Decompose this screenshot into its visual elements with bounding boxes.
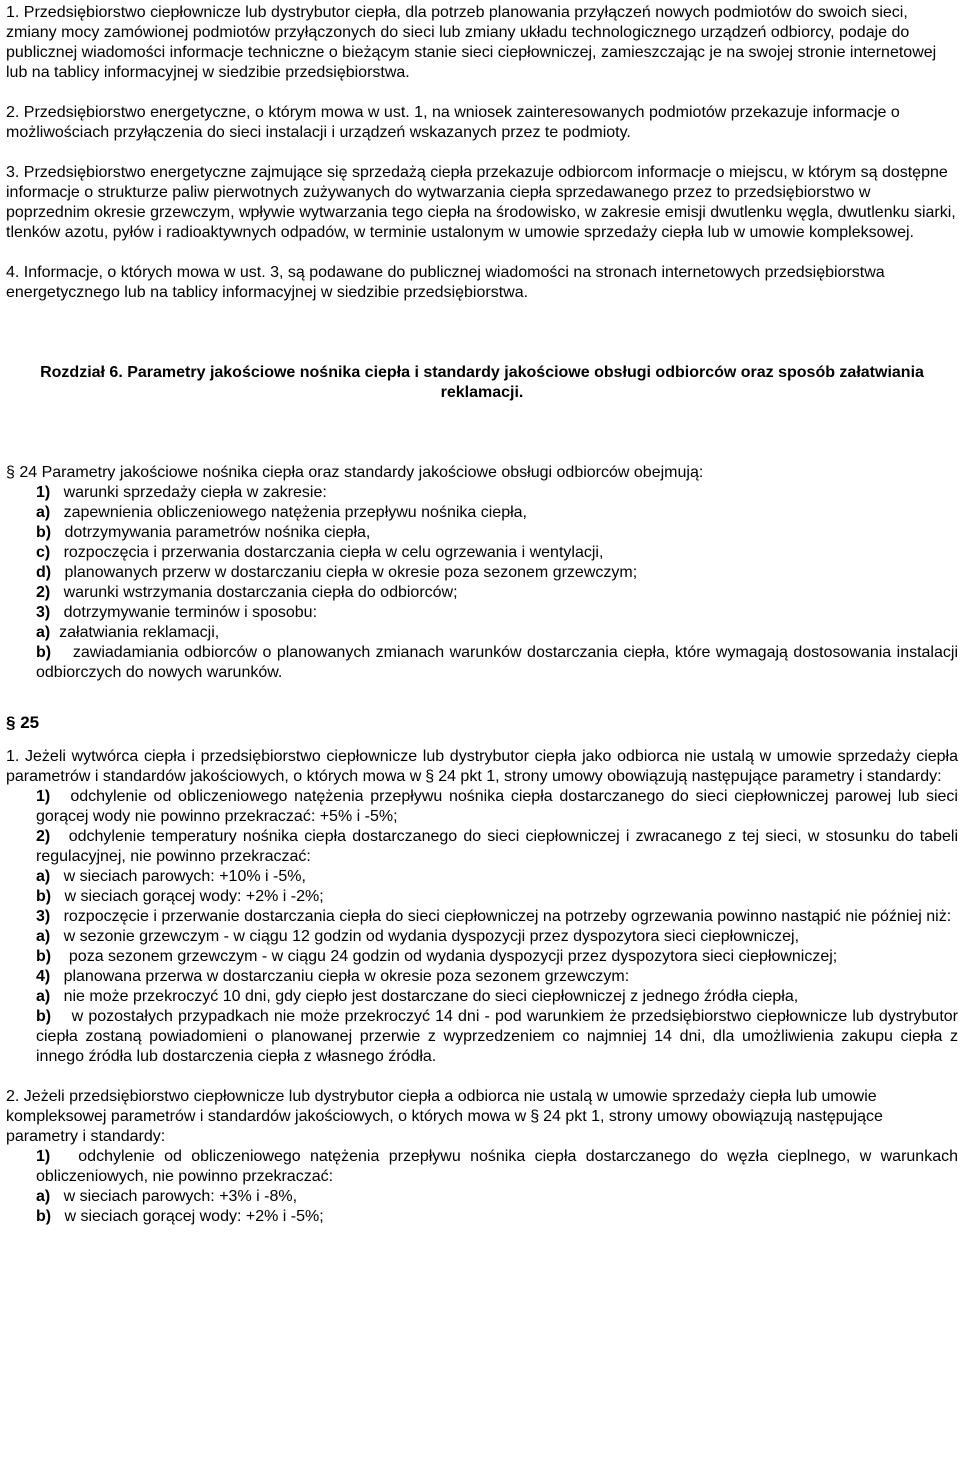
section-24 xyxy=(6,463,958,683)
section-24-intro xyxy=(6,463,958,483)
list-item: 3) rozpoczęcie i przerwanie dostarczania ciepła do sieci ciepłowniczej na potrzeby ogrzewania powinno nastąpić nie później niż: xyxy=(36,908,952,925)
paragraph-3: 3. Przedsiębiorstwo energetyczne zajmujące się sprzedażą ciepła przekazuje odbiorcom informacje o miejscu, w którym są dostępne informacje o strukturze paliw pierwotnych zużywanych do wytwarzania ciepła sprzedawanego przez to przedsiębiorstwo w poprzednim okresie grzewczym, wpływie wytwarzania tego ciepła na środowisko, w zakresie emisji dwutlenku węgla, dwutlenku siarki, tlenków azotu, pyłów i radioaktywnych odpadów, w terminie ustalonym w umowie sprzedaży ciepła lub w umowie kompleksowej. xyxy=(6,164,956,241)
section-25-paragraph-1 xyxy=(6,747,958,1067)
section-25-heading xyxy=(6,713,958,733)
section-number: 25 xyxy=(20,713,40,732)
list-item: a) nie może przekroczyć 10 dni, gdy ciepło jest dostarczane do sieci ciepłowniczej z jednego źródła ciepła, xyxy=(36,988,799,1005)
list-item: a) zapewnienia obliczeniowego natężenia przepływu nośnika ciepła, xyxy=(36,504,527,521)
section-symbol: § xyxy=(6,464,15,481)
list-item: b) w sieciach gorącej wody: +2% i -2%; xyxy=(36,888,324,905)
list-item: b) dotrzymywania parametrów nośnika ciepła, xyxy=(36,524,371,541)
list-item: b) w sieciach gorącej wody: +2% i -5%; xyxy=(36,1208,324,1225)
list-item: 1) odchylenie od obliczeniowego natężenia przepływu nośnika ciepła dostarczanego do węzła cieplnego, w warunkach obliczeniowych, nie powinno przekraczać: xyxy=(36,1148,958,1185)
section-25-p2-intro: 2. Jeżeli przedsiębiorstwo ciepłownicze lub dystrybutor ciepła a odbiorca nie ustalą w umowie sprzedaży ciepła lub umowie kompleksowej parametrów i standardów jakościowych, o których mowa w § 24 pkt 1, strony umowy obowiązują następujące parametry i standardy: xyxy=(6,1088,883,1145)
list-item: 2) odchylenie temperatury nośnika ciepła dostarczanego do sieci ciepłowniczej i zwracanego z tej sieci, w stosunku do tabeli regulacyjnej, nie powinno przekraczać: xyxy=(36,828,959,865)
list-item: a) załatwiania reklamacji, xyxy=(36,624,220,641)
list-item: b) w pozostałych przypadkach nie może przekroczyć 14 dni - pod warunkiem że przedsiębiorstwo ciepłownicze lub dystrybutor ciepła zostaną powiadomieni o planowanej przerwie z wyprzedzeniem co najmniej 14 dni, dla umożliwienia zakupu ciepła z innego źródła lub dostarczenia ciepła z własnego źródła. xyxy=(36,1008,959,1065)
list-item: d) planowanych przerw w dostarczaniu ciepła w okresie poza sezonem grzewczym; xyxy=(36,564,638,581)
list-item: a) w sieciach parowych: +10% i -5%, xyxy=(36,868,306,885)
list-item: b) poza sezonem grzewczym - w ciągu 24 godzin od wydania dyspozycji przez dyspozytora sieci ciepłowniczej; xyxy=(36,948,838,965)
list-item: a) w sezonie grzewczym - w ciągu 12 godzin od wydania dyspozycji przez dyspozytora sieci ciepłowniczej, xyxy=(36,928,800,945)
chapter-heading: Rozdział 6. Parametry jakościowe nośnika ciepła i standardy jakościowe obsługi odbiorców oraz sposób załatwiania reklamacji. xyxy=(40,364,924,401)
section-24-intro-text: Parametry jakościowe nośnika ciepła oraz standardy jakościowe obsługi odbiorców obejmują: xyxy=(41,464,704,481)
section-25-p1-intro: 1. Jeżeli wytwórca ciepła i przedsiębiorstwo ciepłownicze lub dystrybutor ciepła jako odbiorca nie ustalą w umowie sprzedaży ciepła parametrów i standardów jakościowych, o których mowa w § 24 pkt 1, strony umowy obowiązują następujące parametry i standardy: xyxy=(6,748,958,785)
list-item: 1) odchylenie od obliczeniowego natężenia przepływu nośnika ciepła dostarczanego do sieci ciepłowniczej parowej lub sieci gorącej wody nie powinno przekraczać: +5% i -5%; xyxy=(36,788,958,825)
paragraph-2: 2. Przedsiębiorstwo energetyczne, o którym mowa w ust. 1, na wniosek zainteresowanych podmiotów przekazuje informacje o możliwościach przyłączenia do sieci instalacji i urządzeń wskazanych przez te podmioty. xyxy=(6,104,900,141)
section-25-paragraph-2 xyxy=(6,1087,958,1227)
list-item: a) w sieciach parowych: +3% i -8%, xyxy=(36,1188,298,1205)
paragraph-1: 1. Przedsiębiorstwo ciepłownicze lub dystrybutor ciepła, dla potrzeb planowania przyłączeń nowych podmiotów do swoich sieci, zmiany mocy zamówionej podmiotów przyłączonych do sieci lub zmiany układu technologicznego urządzeń odbiorcy, podaje do publicznej wiadomości informacje techniczne o bieżącym stanie sieci ciepłowniczej, zamieszczając je na swojej stronie internetowej lub na tablicy informacyjnej w siedzibie przedsiębiorstwa. xyxy=(6,4,937,81)
list-item: 2) warunki wstrzymania dostarczania ciepła do odbiorców; xyxy=(36,584,458,601)
list-item: 4) planowana przerwa w dostarczaniu ciepła w okresie poza sezonem grzewczym: xyxy=(36,968,630,985)
list-item: 1) warunki sprzedaży ciepła w zakresie: xyxy=(36,484,327,501)
section-number: 24 xyxy=(19,464,38,481)
paragraph-4: 4. Informacje, o których mowa w ust. 3, są podawane do publicznej wiadomości na stronach internetowych przedsiębiorstwa energetycznego lub na tablicy informacyjnej w siedzibie przedsiębiorstwa. xyxy=(6,264,885,301)
list-item: b) zawiadamiania odbiorców o planowanych zmianach warunków dostarczania ciepła, które wymagają dostosowania instalacji odbiorczych do nowych warunków. xyxy=(36,644,958,681)
list-item: c) rozpoczęcia i przerwania dostarczania ciepła w celu ogrzewania i wentylacji, xyxy=(36,544,604,561)
section-symbol: § xyxy=(6,713,16,732)
list-item: 3) dotrzymywanie terminów i sposobu: xyxy=(36,604,318,621)
